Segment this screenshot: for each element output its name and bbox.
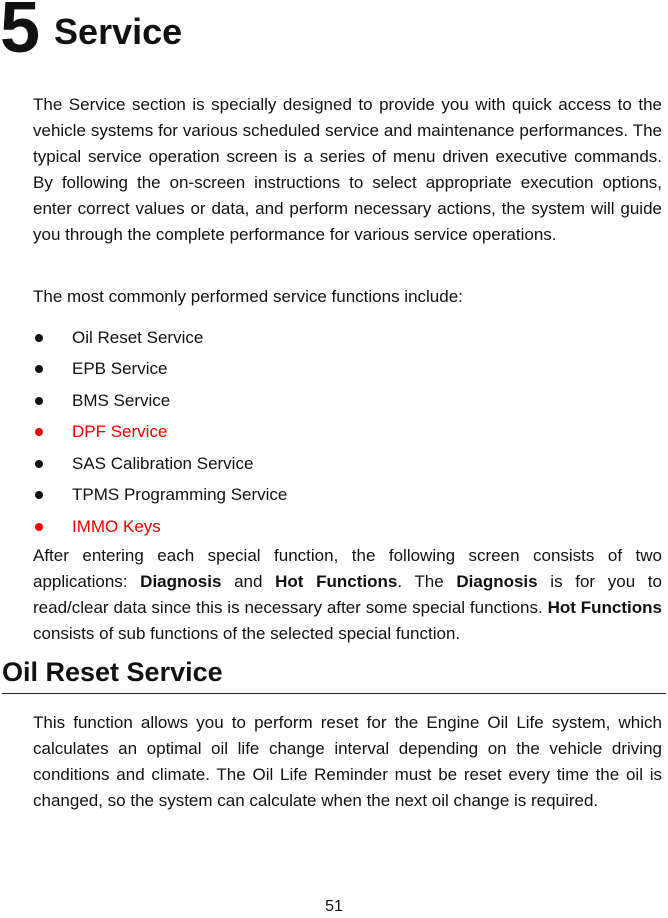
chapter-heading — [0, 0, 182, 70]
list-item — [33, 385, 287, 417]
service-label: Oil Reset Service — [72, 327, 204, 347]
bullet-icon — [35, 397, 43, 405]
term-hot-functions: Hot Functions — [275, 572, 398, 591]
list-intro: The most commonly performed service functions include: — [33, 287, 463, 306]
list-item — [33, 354, 287, 386]
text-run: consists of sub functions of the selected special function. — [33, 624, 461, 643]
term-diagnosis: Diagnosis — [140, 572, 222, 591]
bullet-icon — [35, 365, 43, 373]
list-item — [33, 322, 287, 354]
section-body: This function allows you to perform reset for the Engine Oil Life system, which calculates an optimal oil life change interval depending on the vehicle driving conditions and climate. The Oil Life Reminder must be reset every time the oil is changed, so the system can calculate when the next oil change is required. — [33, 713, 662, 810]
bullet-icon — [35, 460, 43, 468]
bullet-icon — [35, 523, 43, 531]
service-label: IMMO Keys — [72, 516, 161, 536]
service-label: TPMS Programming Service — [72, 485, 288, 505]
service-label: BMS Service — [72, 390, 171, 410]
text-run: After entering each special function, the following screen consists of two applications: — [33, 546, 662, 591]
service-list — [33, 322, 287, 543]
text-run: and — [221, 572, 276, 591]
service-label: SAS Calibration Service — [72, 453, 254, 473]
bullet-icon — [35, 334, 43, 342]
term-diagnosis: Diagnosis — [456, 572, 538, 591]
list-item — [33, 417, 287, 449]
service-label: EPB Service — [72, 359, 168, 379]
bullet-icon — [35, 491, 43, 499]
bullet-icon — [35, 428, 43, 436]
list-item — [33, 480, 287, 512]
intro-paragraph: The Service section is specially designed to provide you with quick access to the vehicle systems for various scheduled service and maintenance performances. The typical service operation screen is a series of menu driven executive commands. By following the on-screen instructions to select appropriate execution options, enter correct values or data, and perform necessary actions, the system will guide you through the complete performance for various service operations. — [33, 95, 662, 244]
service-label: DPF Service — [72, 422, 168, 442]
term-hot-functions: Hot Functions — [547, 598, 662, 617]
section-title: Oil Reset Service — [2, 655, 666, 694]
text-run: . The — [397, 572, 457, 591]
text-run: is for you to read/clear data since this is necessary after some special functions. — [33, 572, 662, 617]
applications-paragraph — [33, 543, 662, 647]
list-item — [33, 511, 287, 543]
chapter-number: 5 — [0, 0, 41, 68]
chapter-title: Service — [54, 11, 183, 52]
page-number: 51 — [325, 898, 343, 915]
list-item — [33, 448, 287, 480]
